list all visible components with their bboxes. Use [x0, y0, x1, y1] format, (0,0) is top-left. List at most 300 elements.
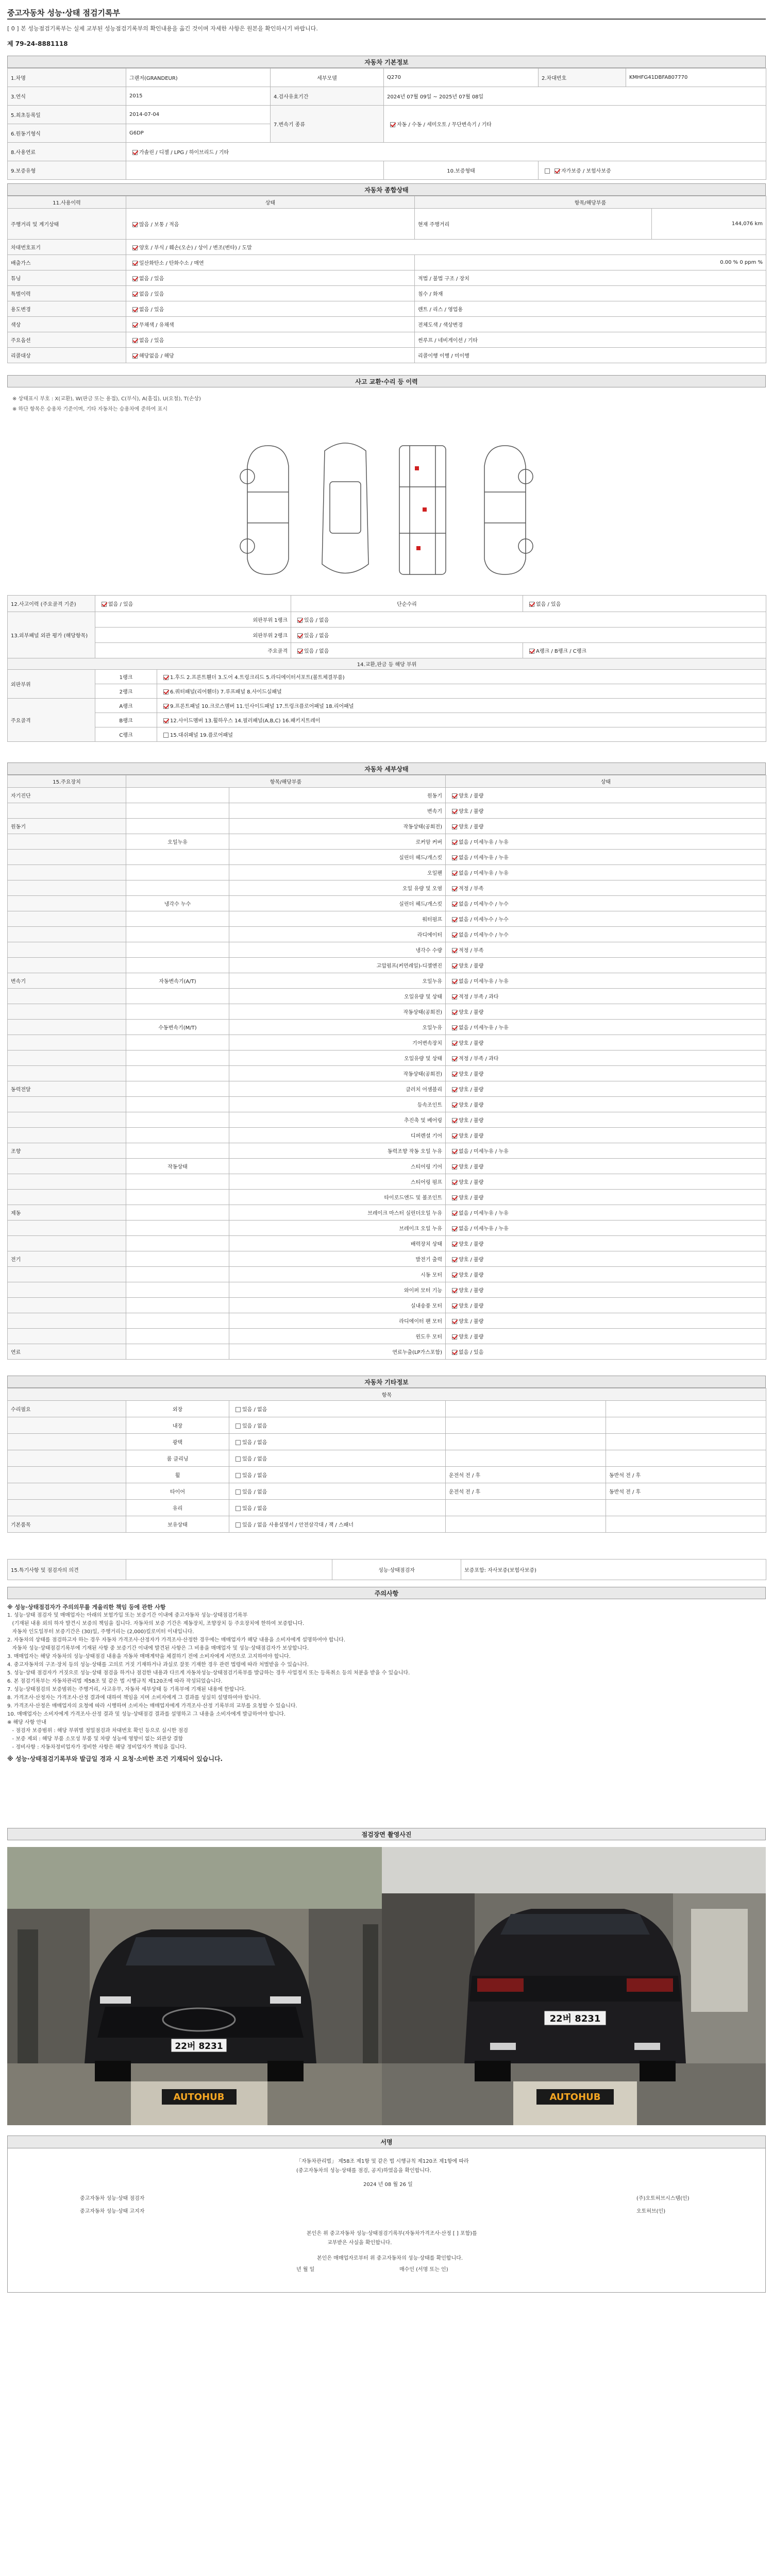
detail-group: [8, 1128, 126, 1143]
parts-rank: 1랭크: [95, 670, 157, 684]
caution-heading: ※ 성능·상태점검자가 주의의무를 게을리한 책임 등에 관한 사항: [7, 1604, 166, 1611]
checkbox-checked: [452, 1133, 457, 1139]
detail-item: 오일유량 및 상태: [229, 989, 446, 1004]
checkbox-checked: [452, 1010, 457, 1015]
detail-group: [8, 1298, 126, 1313]
usage-change-extra: 렌트 / 리스 / 영업용: [415, 301, 766, 317]
detail-subgroup: [126, 788, 229, 803]
detail-row: [8, 1097, 766, 1112]
detail-item: 라디에이터 팬 모터: [229, 1313, 446, 1329]
document-header: [7, 6, 766, 49]
checkbox-checked: [452, 1350, 457, 1355]
parts-list-text: 1.후드 2.프론트휀더 3.도어 4.트렁크리드 5.라디에이터서포트(볼트체결부품): [170, 675, 345, 681]
detail-group: [8, 803, 126, 819]
detail-subgroup: [126, 880, 229, 896]
detail-item: 워터펌프: [229, 911, 446, 927]
engine-type-label: 6.원동기형식: [8, 124, 126, 143]
car-damage-diagram: [237, 435, 536, 585]
detail-subgroup: [126, 1066, 229, 1081]
checkbox: [163, 733, 169, 738]
detail-group: [8, 958, 126, 973]
detail-subgroup: [126, 1190, 229, 1205]
checkbox-checked: [452, 1334, 457, 1340]
other-extra-passenger: [606, 1516, 766, 1533]
checkbox-checked: [163, 689, 169, 694]
detail-state: [446, 1050, 766, 1066]
detail-subgroup: [126, 1097, 229, 1112]
front-banner-text: AUTOHUB: [173, 2092, 225, 2103]
detail-group: [8, 911, 126, 927]
other-row: [8, 1417, 766, 1434]
detail-state: [446, 1004, 766, 1020]
first-reg-value: 2014-07-04: [126, 106, 271, 124]
usage-change-label: 용도변경: [8, 301, 126, 317]
other-header: 항목: [8, 1388, 766, 1401]
detail-item: 타이로드엔드 및 볼조인트: [229, 1190, 446, 1205]
options-extra: 썬루프 / 네비게이션 / 기타: [415, 332, 766, 348]
detail-header-state: 상태: [446, 775, 766, 788]
checkbox-checked: [163, 704, 169, 709]
detail-item: 윈도우 모터: [229, 1329, 446, 1344]
checkbox-checked: [132, 245, 138, 250]
detail-row: [8, 911, 766, 927]
detail-header-device: 15.주요장치: [8, 775, 126, 788]
detail-table: [7, 775, 766, 1360]
detail-item: 실린더 헤드/개스킷: [229, 850, 446, 865]
car-right-side-outline: [484, 446, 526, 574]
detail-subgroup: 자동변속기(A/T): [126, 973, 229, 989]
recall-extra: 리콜이행 이행 / 미이행: [415, 348, 766, 363]
detail-row: [8, 1128, 766, 1143]
detail-item: 브레이크 마스터 실린더오일 누유: [229, 1205, 446, 1221]
vin-mark-options: 양호 / 부식 / 훼손(오손) / 상이 / 변조(변타) / 도말: [139, 245, 252, 251]
other-extra-driver: [446, 1450, 606, 1467]
checkbox-checked: [452, 840, 457, 845]
inspector-role-value: (주)오토허브시스템(인): [636, 2196, 690, 2201]
section-detail-title: 자동차 세부상태: [7, 762, 766, 775]
checkbox-checked: [452, 917, 457, 922]
checkbox: [236, 1407, 241, 1412]
detail-row: [8, 1004, 766, 1020]
frame-options: 있음 / 없음: [304, 649, 329, 654]
detail-row: [8, 1329, 766, 1344]
checkbox-checked: [452, 1087, 457, 1092]
checkbox-checked: [452, 1025, 457, 1030]
checkbox-checked: [529, 602, 534, 607]
other-extra-passenger: 동반석 전 / 후: [606, 1483, 766, 1500]
checkbox: [545, 168, 550, 174]
other-extra-passenger: [606, 1434, 766, 1450]
rear-banner-text: AUTOHUB: [549, 2092, 601, 2103]
detail-state: [446, 1190, 766, 1205]
tuning-extra: 적법 / 불법 구조 / 장치: [415, 270, 766, 286]
parts-rank: B랭크: [95, 713, 157, 727]
detail-state-options: 양호 / 불량: [459, 824, 484, 830]
detail-item: 라디에이터: [229, 927, 446, 942]
detail-state: [446, 1066, 766, 1081]
detail-row: [8, 1267, 766, 1282]
detail-row: [8, 989, 766, 1004]
detail-subgroup: [126, 1344, 229, 1360]
detail-state-options: 양호 / 불량: [459, 1180, 484, 1185]
mileage-note: 현재 주행거리: [415, 209, 652, 240]
other-extra-driver: [446, 1417, 606, 1434]
document-title: 중고자동차 성능·상태 점검기록부: [7, 6, 766, 20]
warranty-form-label: 10.보증형태: [384, 161, 539, 180]
accident-history-label: 12.사고이력 (주요골격 기준): [8, 596, 95, 612]
emission-options: 일산화탄소 / 탄화수소 / 매연: [139, 261, 204, 266]
receipt-line-1: 본인은 위 중고자동차 성능·상태점검기록부(자동차가격조사·산정 [ ] 포함)를: [307, 2231, 477, 2236]
rank-2-label: 외판부위 2랭크: [95, 628, 291, 643]
checkbox-checked: [452, 948, 457, 953]
detail-state-options: 양호 / 불량: [459, 1303, 484, 1309]
other-state-options: 있음 / 없음: [242, 1473, 267, 1479]
checkbox-checked: [452, 1041, 457, 1046]
detail-item: 동력조향 작동 오일 누유: [229, 1143, 446, 1159]
detail-state: [446, 989, 766, 1004]
detail-item: 오일 유량 및 오염: [229, 880, 446, 896]
detail-row: [8, 834, 766, 850]
detail-state-options: 없음 / 미세누수 / 누수: [459, 933, 509, 938]
other-state-options: 있음 / 없음: [242, 1456, 267, 1462]
inspector-role-label: 중고자동차 성능·상태 점검자: [80, 2196, 145, 2201]
detail-subgroup: [126, 1236, 229, 1251]
detail-subgroup: [126, 911, 229, 927]
signature-law-line-1: 「자동차관리법」 제58조 제1항 및 같은 법 시행규칙 제120조 제1항에 따라: [296, 2159, 469, 2164]
detail-state: [446, 834, 766, 850]
other-state: [229, 1500, 446, 1516]
other-group: [8, 1450, 126, 1467]
other-item: 내장: [126, 1417, 229, 1434]
detail-item: 작동상태(공회전): [229, 1004, 446, 1020]
detail-state: [446, 1143, 766, 1159]
detail-state-options: 양호 / 불량: [459, 1103, 484, 1108]
color-state: [126, 317, 415, 332]
checkbox-checked: [452, 963, 457, 969]
checkbox: [236, 1440, 241, 1445]
parts-list: [157, 670, 766, 684]
damage-marker: [416, 546, 421, 550]
receipt-line-3: 본인은 매매업자로부터 위 중고자동차의 성능·상태를 확인합니다.: [317, 2256, 463, 2261]
detail-subgroup: [126, 1143, 229, 1159]
detail-state-options: 양호 / 불량: [459, 1010, 484, 1015]
parts-rank: A랭크: [95, 699, 157, 713]
detail-group: [8, 896, 126, 911]
checkbox-checked: [452, 1319, 457, 1324]
checkbox-checked: [452, 886, 457, 891]
detail-state-options: 양호 / 불량: [459, 1319, 484, 1325]
parts-list-text: 6.쿼터패널(리어휀더) 7.루프패널 8.사이드실패널: [170, 689, 282, 695]
detail-subgroup: [126, 1329, 229, 1344]
vin-label: 2.차대번호: [539, 69, 626, 87]
signature-law-line-2: (중고자동차의 성능·상태를 점검, 공지)하였음을 확인합니다.: [296, 2168, 431, 2174]
detail-group: [8, 1050, 126, 1066]
detail-item: 클러치 어셈블리: [229, 1081, 446, 1097]
detail-state: [446, 1205, 766, 1221]
detail-state: [446, 1159, 766, 1174]
caution-line: 1. 성능·상태 점검자 및 매매업자는 아래의 보험가입 또는 보증기간 이내에 중고자동차 성능·상태점검기록부: [7, 1613, 248, 1618]
accident-legend-2: ※ 하단 항목은 승용차 기준이며, 기타 자동차는 승용차에 준하여 표시: [12, 406, 167, 412]
detail-state: [446, 819, 766, 834]
tuning-label: 튜닝: [8, 270, 126, 286]
color-options: 무채색 / 유채색: [139, 323, 174, 328]
photo-front: [7, 1847, 391, 2125]
other-row: [8, 1500, 766, 1516]
detail-subgroup: [126, 1313, 229, 1329]
detail-group: [8, 1221, 126, 1236]
detail-state-options: 양호 / 불량: [459, 1195, 484, 1201]
detail-state: [446, 958, 766, 973]
checkbox-checked: [297, 649, 303, 654]
detail-state: [446, 803, 766, 819]
checkbox-checked: [452, 1242, 457, 1247]
detail-group: [8, 1066, 126, 1081]
other-extra-driver: [446, 1516, 606, 1533]
other-extra-passenger: [606, 1401, 766, 1417]
section-accident-title: 사고 교환·수리 등 이력: [7, 375, 766, 387]
caution-line: (기재된 내용 외의 하자 발견시 보증의 책임을 집니다. 자동차의 보증 기간은 제동장치, 조향장치 등 주요장치에 한하여 보증합니다.: [7, 1621, 305, 1626]
detail-item: 오일누유: [229, 973, 446, 989]
other-state-options: 있음 / 없음 사용설명서 / 안전삼각대 / 잭 / 스패너: [242, 1522, 354, 1528]
detail-state-options: 없음 / 미세누수 / 누수: [459, 902, 509, 907]
caution-line: 자동차 성능·상태점검기록부에 기재된 사항 중 보증기간 이내에 발견된 사항은 그 비용을 매매업자 및 성능·상태점검자가 보상합니다.: [7, 1646, 309, 1651]
detail-state: [446, 1112, 766, 1128]
detail-item: 추진축 및 베어링: [229, 1112, 446, 1128]
detail-subgroup: [126, 958, 229, 973]
detail-state-options: 양호 / 불량: [459, 1288, 484, 1294]
checkbox-checked: [452, 809, 457, 814]
damage-marker: [423, 507, 427, 512]
other-item: 외장: [126, 1401, 229, 1417]
parts-list: [157, 684, 766, 699]
caution-line: - 보증 제외 : 해당 부품 소모성 부품 및 차량 성능에 영향이 없는 외관상 결함: [7, 1736, 183, 1742]
checkbox-checked: [297, 633, 303, 638]
detail-subgroup: [126, 989, 229, 1004]
detail-group: [8, 1174, 126, 1190]
detail-group: 동력전달: [8, 1081, 126, 1097]
parts-list-text: 9.프론트패널 10.크로스멤버 11.인사이드패널 17.트렁크플로어패널 18.리어패널: [170, 704, 354, 709]
detail-row: [8, 1112, 766, 1128]
detail-subgroup: [126, 1251, 229, 1267]
detail-row: [8, 1020, 766, 1035]
checkbox-checked: [452, 1103, 457, 1108]
special-history-extra: 침수 / 화재: [415, 286, 766, 301]
detail-state-options: 적정 / 부족: [459, 886, 484, 892]
color-extra: 전체도색 / 색상변경: [415, 317, 766, 332]
mileage-state: [126, 209, 415, 240]
options-options: 없음 / 있음: [139, 338, 164, 344]
parts-rank: C랭크: [95, 727, 157, 742]
detail-state: [446, 850, 766, 865]
car-name-value: 그랜저(GRANDEUR): [126, 69, 271, 87]
emission-label: 배출가스: [8, 255, 126, 270]
detail-state: [446, 1097, 766, 1112]
detail-state: [446, 911, 766, 927]
detail-item: 디퍼렌셜 기어: [229, 1128, 446, 1143]
accident-table: [7, 595, 766, 742]
detail-group: 제동: [8, 1205, 126, 1221]
detail-subgroup: 냉각수 누수: [126, 896, 229, 911]
detail-group: [8, 865, 126, 880]
detail-state: [446, 1267, 766, 1282]
checkbox-checked: [452, 793, 457, 799]
detail-item: 로커암 커버: [229, 834, 446, 850]
caution-line: - 정비사항 : 자동차정비업자가 정비한 사항은 해당 정비업자가 책임을 집니다.: [7, 1744, 187, 1750]
detail-subgroup: [126, 1282, 229, 1298]
detail-state-options: 양호 / 불량: [459, 963, 484, 969]
detail-state-options: 양호 / 불량: [459, 1242, 484, 1247]
checkbox-checked: [452, 933, 457, 938]
other-group: 수리필요: [8, 1401, 126, 1417]
section-photos-title: 점검장면 촬영사진: [7, 1828, 766, 1840]
detail-group: [8, 834, 126, 850]
other-item: 광택: [126, 1434, 229, 1450]
other-extra-passenger: [606, 1417, 766, 1434]
detail-row: [8, 880, 766, 896]
checkbox-checked: [163, 718, 169, 723]
inspection-valid-label: 4.검사유효기간: [271, 87, 384, 106]
other-row: [8, 1483, 766, 1500]
other-extra-passenger: [606, 1500, 766, 1516]
other-item: 유리: [126, 1500, 229, 1516]
options-label: 주요옵션: [8, 332, 126, 348]
checkbox-checked: [452, 1180, 457, 1185]
detail-row: [8, 927, 766, 942]
section-other-title: 자동차 기타정보: [7, 1376, 766, 1388]
checkbox-checked: [452, 1273, 457, 1278]
status-table: [7, 196, 766, 363]
checkbox-checked: [452, 1257, 457, 1262]
detail-state-options: 양호 / 불량: [459, 1087, 484, 1093]
detail-group: [8, 1236, 126, 1251]
other-item: 휠: [126, 1467, 229, 1483]
detail-item: 원동기: [229, 788, 446, 803]
checkbox-checked: [132, 276, 138, 281]
checkbox-checked: [452, 1072, 457, 1077]
detail-state: [446, 1251, 766, 1267]
rank-2-state: [291, 628, 766, 643]
detail-subgroup: [126, 1081, 229, 1097]
parts-list: [157, 727, 766, 742]
engine-type-value: G6DP: [126, 124, 271, 143]
damage-marker: [415, 466, 419, 470]
parts-group-outer: 외판부위: [8, 670, 95, 699]
detail-row: [8, 1236, 766, 1251]
detail-item: 스티어링 펌프: [229, 1174, 446, 1190]
checkbox: [236, 1506, 241, 1511]
checkbox: [236, 1489, 241, 1495]
checkbox: [236, 1473, 241, 1478]
detail-group: [8, 1004, 126, 1020]
parts-group-frame: 주요골격: [8, 699, 95, 742]
detail-subgroup: [126, 1174, 229, 1190]
parts-rank: 2랭크: [95, 684, 157, 699]
detail-row: [8, 1081, 766, 1097]
detail-subgroup: [126, 803, 229, 819]
simple-repair-options: 없음 / 있음: [536, 602, 561, 607]
receipt-date: 년 월 일: [296, 2267, 315, 2273]
detail-state-options: 양호 / 불량: [459, 809, 484, 815]
detail-state-options: 적정 / 부족 / 과다: [459, 994, 499, 1000]
signature-block: [7, 2136, 766, 2293]
detail-group: [8, 1190, 126, 1205]
detail-item: 발전기 출력: [229, 1251, 446, 1267]
checkbox-checked: [102, 602, 107, 607]
detail-subgroup: [126, 1050, 229, 1066]
detail-row: [8, 788, 766, 803]
fuel-label: 8.사용연료: [8, 143, 126, 161]
simple-repair-state: [523, 596, 766, 612]
detail-state-options: 적정 / 부족 / 과다: [459, 1056, 499, 1062]
detail-state-options: 없음 / 있음: [459, 1350, 484, 1355]
parts-title: 14.교환,판금 등 해당 부위: [8, 658, 766, 670]
detail-group: [8, 880, 126, 896]
detail-row: [8, 1344, 766, 1360]
detail-group: [8, 1035, 126, 1050]
detail-header-item: 항목/해당부품: [126, 775, 446, 788]
inspection-valid-value: 2024년 07월 09일 ~ 2025년 07월 08일: [384, 87, 766, 106]
notifier-role-value: 오토허브(인): [636, 2209, 666, 2214]
other-group: [8, 1483, 126, 1500]
detail-subgroup: [126, 865, 229, 880]
checkbox-checked: [452, 871, 457, 876]
detail-state: [446, 1221, 766, 1236]
detail-state-options: 적정 / 부족: [459, 948, 484, 954]
detail-row: [8, 819, 766, 834]
caution-line: 6. 본 점검기록부는 자동차관리법 제58조 및 같은 법 시행규칙 제120조에 따라 작성되었습니다.: [7, 1679, 223, 1684]
caution-line: - 점검자 보증범위 : 해당 부위별 정밀점검과 차대번호 확인 등으로 실시한 점검: [7, 1728, 188, 1734]
checkbox-checked: [132, 150, 138, 155]
detail-item: 오일유량 및 상태: [229, 1050, 446, 1066]
emission-state: [126, 255, 415, 270]
emission-values: 0.00 % 0 ppm %: [415, 255, 766, 270]
checkbox-checked: [132, 222, 138, 227]
parts-list-text: 15.대쉬패널 19.플로어패널: [170, 733, 233, 738]
detail-row: [8, 1282, 766, 1298]
detail-row: [8, 1159, 766, 1174]
parts-list: [157, 713, 766, 727]
detail-group: [8, 942, 126, 958]
car-top-roof: [330, 482, 361, 533]
other-extra-driver: [446, 1500, 606, 1516]
warranty-form-value: [539, 161, 766, 180]
detail-item: 기어변속장치: [229, 1035, 446, 1050]
car-left-side-outline: [247, 446, 289, 574]
checkbox-checked: [163, 675, 169, 680]
detail-item: 고압펌프(커먼레일)-디젤엔진: [229, 958, 446, 973]
detail-row: [8, 803, 766, 819]
other-state-options: 있음 / 없음: [242, 1407, 267, 1413]
detail-state-options: 없음 / 미세누유 / 누유: [459, 855, 509, 861]
warranty-type-value: [126, 161, 384, 180]
tuning-options: 없음 / 있음: [139, 276, 164, 282]
detail-subgroup: 오일누유: [126, 834, 229, 850]
detail-row: [8, 1251, 766, 1267]
section-caution-title: 주의사항: [7, 1587, 766, 1599]
detail-row: [8, 1066, 766, 1081]
recall-options: 해당없음 / 해당: [139, 353, 174, 359]
notifier-role-label: 중고자동차 성능·상태 고지자: [80, 2209, 145, 2214]
detail-group: [8, 1097, 126, 1112]
other-state: [229, 1516, 446, 1533]
caution-line: 자동차 인도일부터 보증기간은 (30)일, 주행거리는 (2,000)킬로미터 이내입니다.: [7, 1629, 194, 1635]
status-header-items: 항목/해당부품: [415, 196, 766, 209]
detail-row: [8, 1174, 766, 1190]
car-name-label: 1.차명: [8, 69, 126, 87]
year-value: 2015: [126, 87, 271, 106]
detail-row: [8, 942, 766, 958]
caution-line: 10. 매매업자는 소비자에게 가격조사·산정 결과 및 성능·상태점검 결과를 설명하고 그 내용을 소비자에게 발급하여야 합니다.: [7, 1711, 286, 1717]
